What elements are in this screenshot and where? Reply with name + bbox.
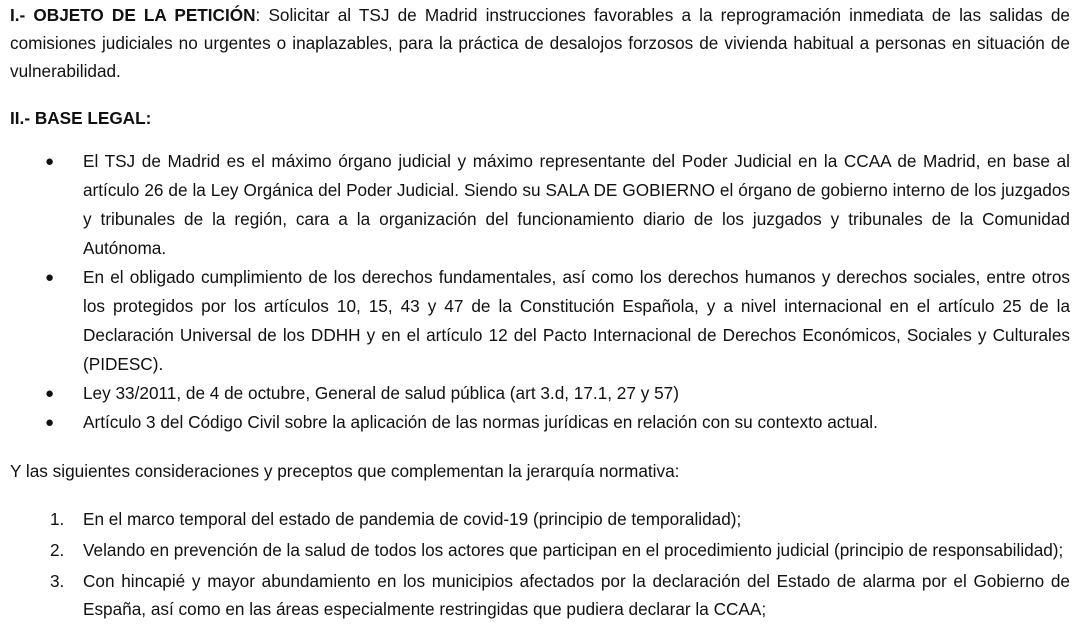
list-item-text: Artículo 3 del Código Civil sobre la aplicación de las normas jurídicas en relación con su contexto actual. — [83, 412, 878, 432]
list-item — [10, 147, 1070, 263]
list-item-text: En el obligado cumplimiento de los derechos fundamentales, así como los derechos humanos y derechos sociales, entre otros los protegidos por los artículos 10, 15, 43 y 47 de la Constitución Española, y a nivel internacional en el artículo 25 de la Declaración Universal de los DDHH y en el artículo 12 del Pacto Internacional de Derechos Económicos, Sociales y Culturales (PIDESC). — [83, 267, 1070, 374]
numbered-item — [10, 567, 1070, 623]
list-item — [10, 379, 1070, 408]
list-item — [10, 408, 1070, 437]
list-item-text: Ley 33/2011, de 4 de octubre, General de salud pública (art 3.d, 17.1, 27 y 57) — [83, 383, 679, 403]
item-number: 1. — [50, 509, 65, 529]
numbered-item-text: En el marco temporal del estado de pandemia de covid-19 (principio de temporalidad); — [83, 509, 742, 529]
base-legal-heading: II.- BASE LEGAL: — [10, 108, 152, 128]
objeto-paragraph — [10, 1, 1070, 85]
base-legal-list — [10, 147, 1070, 437]
objeto-heading: I.- OBJETO DE LA PETICIÓN — [10, 5, 256, 25]
numbered-item — [10, 505, 1070, 533]
considerations-intro: Y las siguientes consideraciones y preceptos que complementan la jerarquía normativa: — [10, 461, 680, 481]
bullet-icon: ● — [45, 153, 55, 170]
item-number: 3. — [50, 571, 65, 591]
numbered-item — [10, 536, 1070, 564]
item-number: 2. — [50, 540, 65, 560]
numbered-item-text: Velando en prevención de la salud de todos los actores que participan en el procedimiento judicial (principio de responsabilidad); — [83, 540, 1064, 560]
numbered-item-text: Con hincapié y mayor abundamiento en los municipios afectados por la declaración del Estado de alarma por el Gobierno de España, así como en las áreas especialmente restringidas que pudiera declarar la CCAA; — [83, 571, 1070, 619]
objeto-body: : Solicitar al TSJ de Madrid instrucciones favorables a la reprogramación inmediata de las salidas de comisiones judiciales no urgentes o inaplazables, para la práctica de desalojos forzosos de vivienda habitual a personas en situación de vulnerabilidad. — [10, 5, 1070, 81]
bullet-icon: ● — [45, 385, 55, 402]
list-item — [10, 263, 1070, 379]
bullet-icon: ● — [45, 269, 55, 286]
list-item-text: El TSJ de Madrid es el máximo órgano judicial y máximo representante del Poder Judicial en la CCAA de Madrid, en base al artículo 26 de la Ley Orgánica del Poder Judicial. Siendo su SALA DE GOBIERNO el órgano de gobierno interno de los juzgados y tribunales de la región, cara a la organización del funcionamiento diario de los juzgados y tribunales de la Comunidad Autónoma. — [83, 151, 1070, 258]
considerations-list — [10, 505, 1070, 626]
bullet-icon: ● — [45, 414, 55, 431]
